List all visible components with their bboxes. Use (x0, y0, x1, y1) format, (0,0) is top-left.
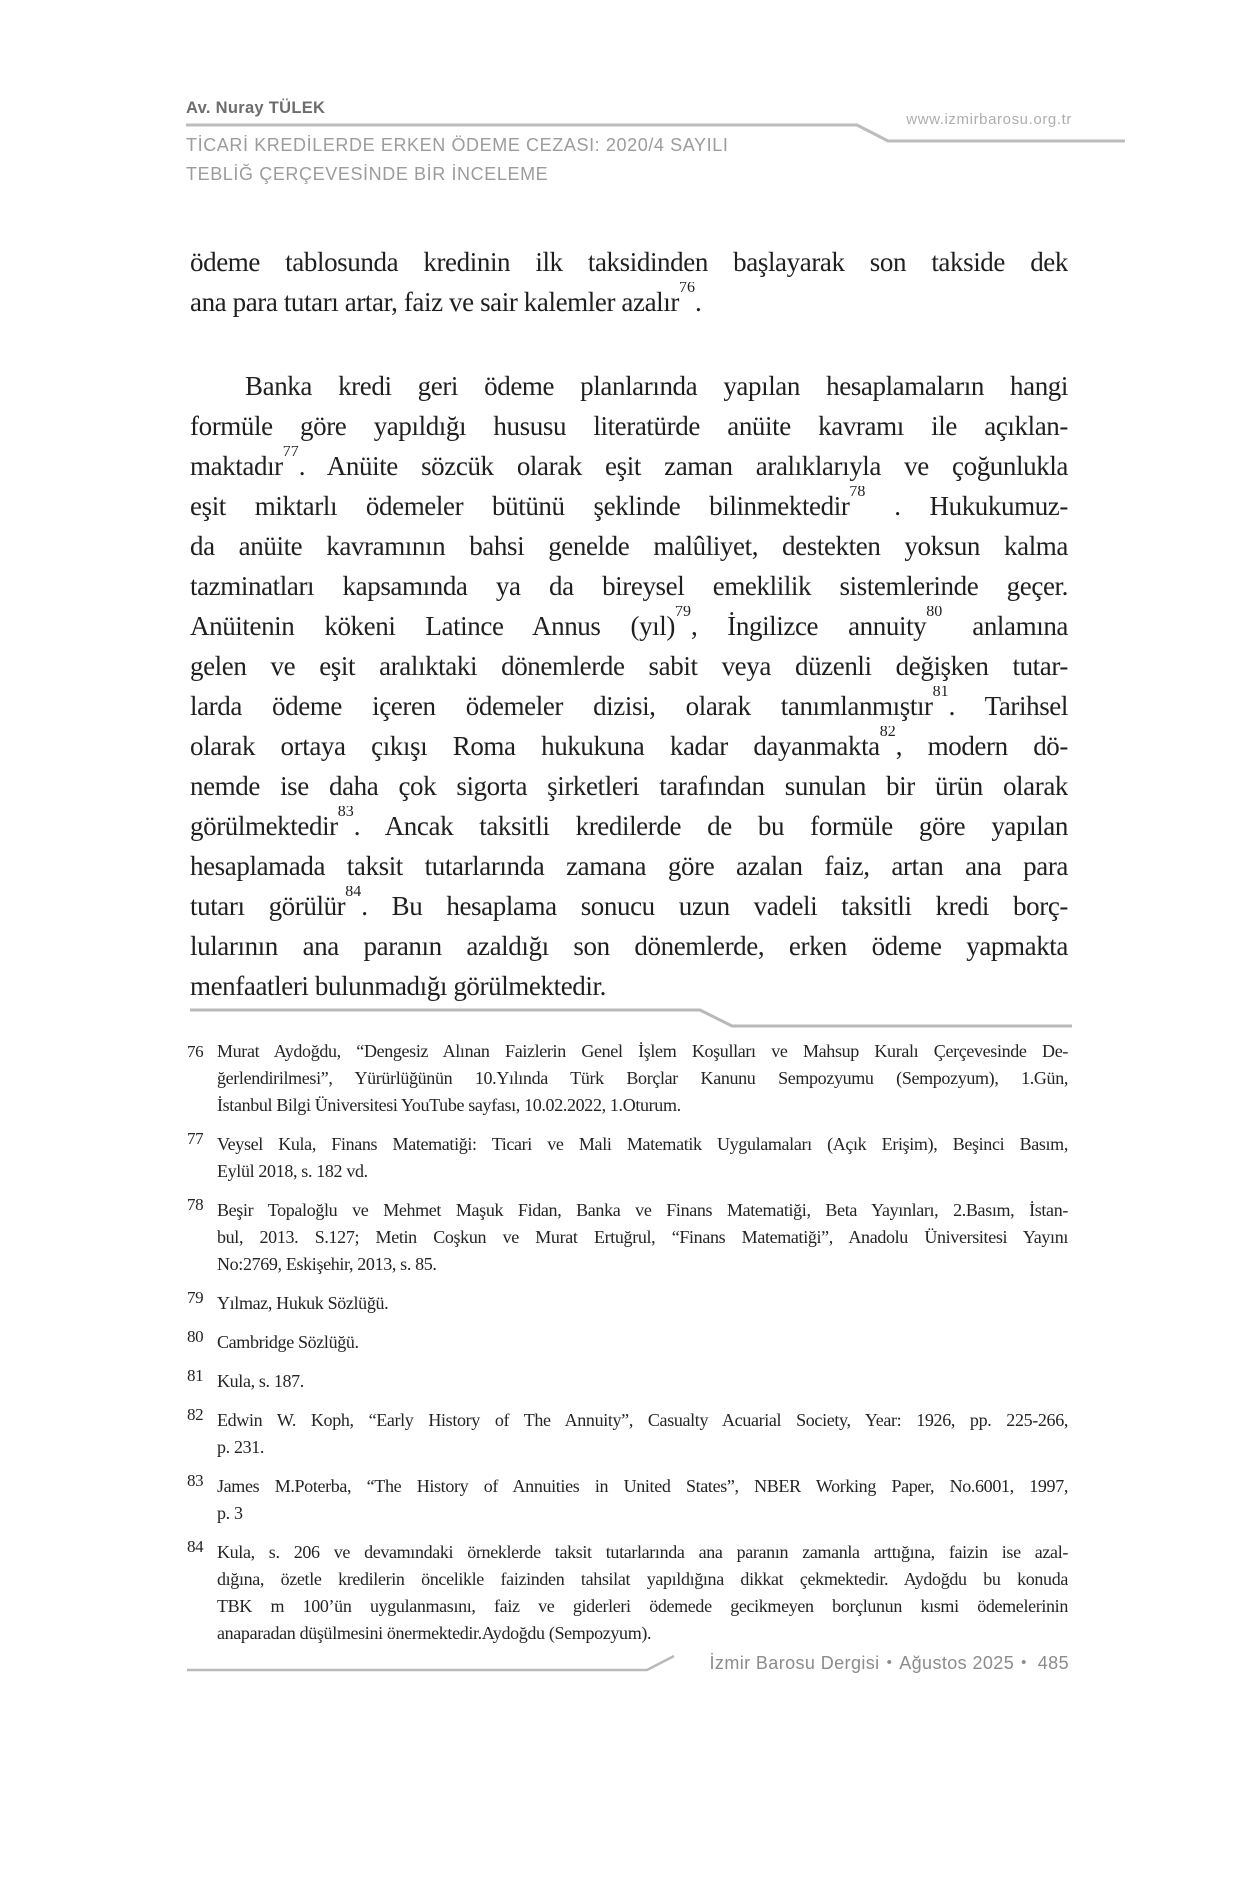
article-title-line1: TİCARİ KREDİLERDE ERKEN ÖDEME CEZASI: 2020/4 SAYILI (186, 135, 729, 155)
body-line: ana para tutarı artar, faiz ve sair kalemler azalır$^{76}$. (190, 282, 1068, 322)
footnote-line: James M.Poterba, “The History of Annuities in United States”, NBER Working Paper, No.6001, 1997, (217, 1476, 1068, 1496)
body-line: tazminatları kapsamında ya da bireysel emeklilik sistemlerinde geçer. (190, 571, 1068, 601)
body-line: nemde ise daha çok sigorta şirketleri tarafından sunulan bir ürün olarak (190, 771, 1068, 801)
footnote-line: anaparadan düşülmesini önermektedir.Aydoğdu (Sempozyum). (217, 1623, 652, 1643)
footnote (187, 1368, 1068, 1395)
body-line: Banka kredi geri ödeme planlarında yapılan hesaplamaların hangi (245, 371, 1068, 401)
footnote-line: p. 3 (217, 1503, 243, 1523)
body-line: Anüitenin kökeni Latince Annus (yıl)$^{79}$, İngilizce annuity$^{80}$ anlamına (190, 606, 1068, 646)
footnote-text (217, 1131, 1068, 1185)
footnote (187, 1407, 1068, 1461)
footnote-line: Murat Aydoğdu, “Dengesiz Alınan Faizlerin Genel İşlem Koşulları ve Mahsup Kuralı Çerçevesinde De- (217, 1041, 1068, 1061)
footnote-text (217, 1329, 1068, 1356)
footnote-text (217, 1368, 1068, 1395)
footnote-line: bul, 2013. S.127; Metin Coşkun ve Murat Ertuğrul, “Finans Matematiği”, Anadolu Üniversitesi Yayını (217, 1227, 1068, 1247)
body-line: formüle göre yapıldığı hususu literatürde anüite kavramı ile açıklan- (190, 411, 1068, 441)
body-line: eşit miktarlı ödemeler bütünü şeklinde bilinmektedir$^{78}$ . Hukukumuz- (190, 486, 1068, 526)
footnote-text (217, 1539, 1068, 1647)
footnote (187, 1473, 1068, 1527)
footnote-number: 77 (187, 1129, 204, 1148)
footnote-ref: 79 (674, 606, 691, 620)
footnote-line: İstanbul Bilgi Üniversitesi YouTube sayfası, 10.02.2022, 1.Oturum. (217, 1095, 681, 1115)
footnote-line: Kula, s. 187. (217, 1371, 304, 1391)
footnote-ref: 83 (337, 806, 354, 820)
article-title (186, 131, 728, 189)
footnote (187, 1197, 1068, 1278)
footnotes (187, 1038, 1068, 1659)
footnote-number: 78 (187, 1195, 204, 1214)
footer-text (710, 1653, 1069, 1674)
footnote (187, 1539, 1068, 1647)
body-line: maktadır$^{77}$. Anüite sözcük olarak eşit zaman aralıklarıyla ve çoğunlukla (190, 446, 1068, 486)
journal-name: İzmir Barosu Dergisi (709, 1653, 880, 1673)
footnote-line: Eylül 2018, s. 182 vd. (217, 1161, 368, 1181)
paragraph (190, 366, 1068, 1006)
footnote-ref: 76 (678, 282, 695, 296)
footnote-text (217, 1290, 1068, 1317)
footnote-text (217, 1038, 1068, 1119)
footnote-ref: 80 (926, 606, 943, 620)
footer-bullet: • (1021, 1654, 1027, 1671)
footnote (187, 1329, 1068, 1356)
footnote (187, 1131, 1068, 1185)
footnote-number: 80 (187, 1327, 204, 1346)
footnote-line: Edwin W. Koph, “Early History of The Annuity”, Casualty Acuarial Society, Year: 1926, pp. 225-266, (217, 1410, 1068, 1430)
footnote-line: TBK m 100’ün uygulanmasını, faiz ve giderleri ödemede gecikmeyen borçlunun kısmi ödemelerinin (217, 1596, 1068, 1616)
footnote-line: No:2769, Eskişehir, 2013, s. 85. (217, 1254, 437, 1274)
footnote-line: Veysel Kula, Finans Matematiği: Ticari ve Mali Matematik Uygulamaları (Açık Erişim), Beşinci Basım, (217, 1134, 1068, 1154)
footnote-line: Yılmaz, Hukuk Sözlüğü. (217, 1293, 389, 1313)
footnote-line: p. 231. (217, 1437, 265, 1457)
footnote-ref: 84 (345, 886, 362, 900)
footnote-number: 81 (187, 1366, 204, 1385)
body-line: larda ödeme içeren ödemeler dizisi, olarak tanımlanmıştır$^{81}$. Tarihsel (190, 686, 1068, 726)
footer-bullet: • (886, 1654, 893, 1671)
footnote-line: Beşir Topaloğlu ve Mehmet Maşuk Fidan, Banka ve Finans Matematiği, Beta Yayınları, 2.Basım, İstan- (217, 1200, 1068, 1220)
footnote-number: 76 (187, 1042, 204, 1061)
body-line: gelen ve eşit aralıktaki dönemlerde sabit veya düzenli değişken tutar- (190, 651, 1068, 681)
body-line: ödeme tablosunda kredinin ilk taksidinden başlayarak son takside dek (190, 247, 1068, 277)
page-number: 485 (1037, 1653, 1069, 1673)
footnote-number: 83 (187, 1471, 204, 1490)
footnote (187, 1290, 1068, 1317)
footnote-text (217, 1197, 1068, 1278)
body-line: tutarı görülür$^{84}$. Bu hesaplama sonucu uzun vadeli taksitli kredi borç- (190, 886, 1068, 926)
footnote-ref: 77 (282, 446, 299, 460)
footnote-line: dığına, özetle kredilerin öncelikle faizinden tahsilat yapıldığına dikkat çekmektedir. Aydoğdu bu konuda (217, 1569, 1068, 1589)
footnote-number: 82 (187, 1405, 204, 1424)
body-line: görülmektedir$^{83}$. Ancak taksitli kredilerde de bu formüle göre yapılan (190, 806, 1068, 846)
author-name: Av. Nuray TÜLEK (186, 99, 326, 117)
article-body (190, 242, 1068, 1006)
footnote-number: 79 (187, 1288, 204, 1307)
issue-date: Ağustos 2025 (899, 1653, 1015, 1673)
footnote-ref: 81 (932, 686, 949, 700)
footnote-line: ğerlendirilmesi”, Yürürlüğünün 10.Yılında Türk Borçlar Kanunu Sempozyumu (Sempozyum), 1.Gün, (217, 1068, 1068, 1088)
website-url: www.izmirbarosu.org.tr (906, 111, 1072, 128)
footnote-ref: 78 (849, 486, 866, 500)
body-line: da anüite kavramının bahsi genelde malûliyet, destekten yoksun kalma (190, 531, 1068, 561)
footnote-text (217, 1473, 1068, 1527)
footnote-ref: 82 (879, 726, 896, 740)
body-line: olarak ortaya çıkışı Roma hukukuna kadar dayanmakta$^{82}$, modern dö- (190, 726, 1068, 766)
footnote-text (217, 1407, 1068, 1461)
footnote-line: Cambridge Sözlüğü. (217, 1332, 359, 1352)
body-line: hesaplamada taksit tutarlarında zamana göre azalan faiz, artan ana para (190, 851, 1068, 881)
article-title-line2: TEBLİĞ ÇERÇEVESİNDE BİR İNCELEME (186, 164, 549, 184)
body-line: menfaatleri bulunmadığı görülmektedir. (190, 971, 606, 1001)
body-line: lularının ana paranın azaldığı son dönemlerde, erken ödeme yapmakta (190, 931, 1068, 961)
footnote (187, 1038, 1068, 1119)
paragraph (190, 242, 1068, 322)
footnote-line: Kula, s. 206 ve devamındaki örneklerde taksit tutarlarında ana paranın zamanla arttığına, faizin ise azal- (217, 1542, 1068, 1562)
footnote-separator-rule (190, 1010, 1072, 1026)
footnote-number: 84 (187, 1537, 204, 1556)
